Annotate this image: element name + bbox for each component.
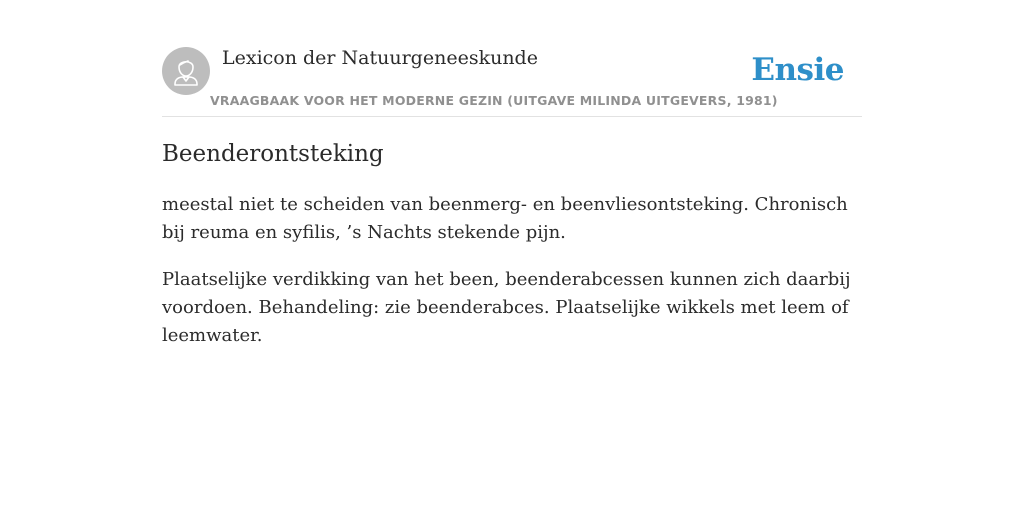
source-subtitle: VRAAGBAAK VOOR HET MODERNE GEZIN (UITGAVE MILINDA UITGEVERS, 1981) [210,93,778,108]
source-title-link[interactable]: Lexicon der Natuurgeneeskunde [222,47,538,69]
source-header [162,46,862,117]
user-icon [162,47,210,95]
definition-paragraph-2: Plaatselijke verdikking van het been, beenderabcessen kunnen zich daarbij voordoen. Behandeling: zie beenderabces. Plaatselijke wikkels met leem of leemwater. [162,269,851,346]
entry-title: Beenderontsteking [162,141,384,167]
avatar[interactable] [162,47,210,95]
definition-paragraph-1: meestal niet te scheiden van beenmerg- en beenvliesontsteking. Chronisch bij reuma en syfilis, ’s Nachts stekende pijn. [162,194,848,243]
ensie-logo[interactable]: Ensie [751,52,844,88]
article [162,138,862,369]
